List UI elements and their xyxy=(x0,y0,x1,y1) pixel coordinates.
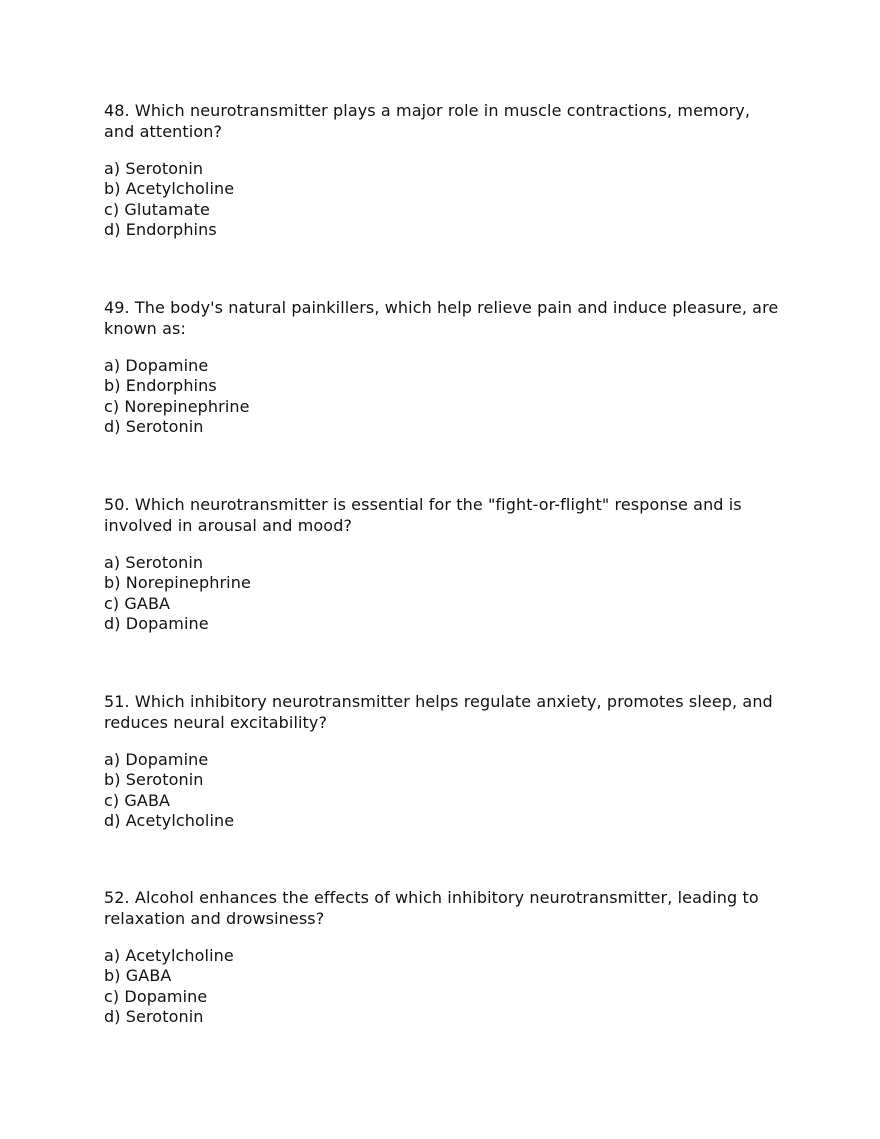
answer-options xyxy=(104,750,784,831)
option-a: a) Dopamine xyxy=(104,356,209,375)
option-c: c) Dopamine xyxy=(104,986,208,1006)
question-text: 52. Alcohol enhances the effects of which inhibitory neurotransmitter, leading to relaxation and drowsiness? xyxy=(104,888,759,928)
option-c: c) Norepinephrine xyxy=(104,396,250,416)
question-50 xyxy=(104,495,784,634)
answer-options xyxy=(104,356,784,437)
answer-options xyxy=(104,946,784,1027)
option-c: c) Glutamate xyxy=(104,199,210,219)
option-c: c) GABA xyxy=(104,790,171,810)
question-51 xyxy=(104,692,784,831)
option-a: a) Serotonin xyxy=(104,159,204,178)
option-b: b) GABA xyxy=(104,966,172,986)
option-b: b) Norepinephrine xyxy=(104,573,251,593)
option-d: d) Dopamine xyxy=(104,613,209,633)
question-text: 48. Which neurotransmitter plays a major role in muscle contractions, memory, and attention? xyxy=(104,101,751,141)
option-d: d) Acetylcholine xyxy=(104,810,235,830)
option-a: a) Acetylcholine xyxy=(104,946,234,965)
option-b: b) Serotonin xyxy=(104,770,204,790)
option-a: a) Dopamine xyxy=(104,750,209,769)
question-52 xyxy=(104,888,784,1027)
option-d: d) Endorphins xyxy=(104,219,217,239)
option-c: c) GABA xyxy=(104,593,171,613)
question-text: 49. The body's natural painkillers, which help relieve pain and induce pleasure, are known as: xyxy=(104,298,779,338)
option-d: d) Serotonin xyxy=(104,1006,204,1026)
option-a: a) Serotonin xyxy=(104,553,204,572)
answer-options xyxy=(104,159,784,240)
question-text: 50. Which neurotransmitter is essential for the "fight-or-flight" response and is involved in arousal and mood? xyxy=(104,495,742,535)
answer-options xyxy=(104,553,784,634)
option-b: b) Acetylcholine xyxy=(104,179,235,199)
option-b: b) Endorphins xyxy=(104,376,217,396)
option-d: d) Serotonin xyxy=(104,416,204,436)
question-48 xyxy=(104,101,784,240)
question-text: 51. Which inhibitory neurotransmitter helps regulate anxiety, promotes sleep, and reduces neural excitability? xyxy=(104,692,773,732)
question-49 xyxy=(104,298,784,437)
